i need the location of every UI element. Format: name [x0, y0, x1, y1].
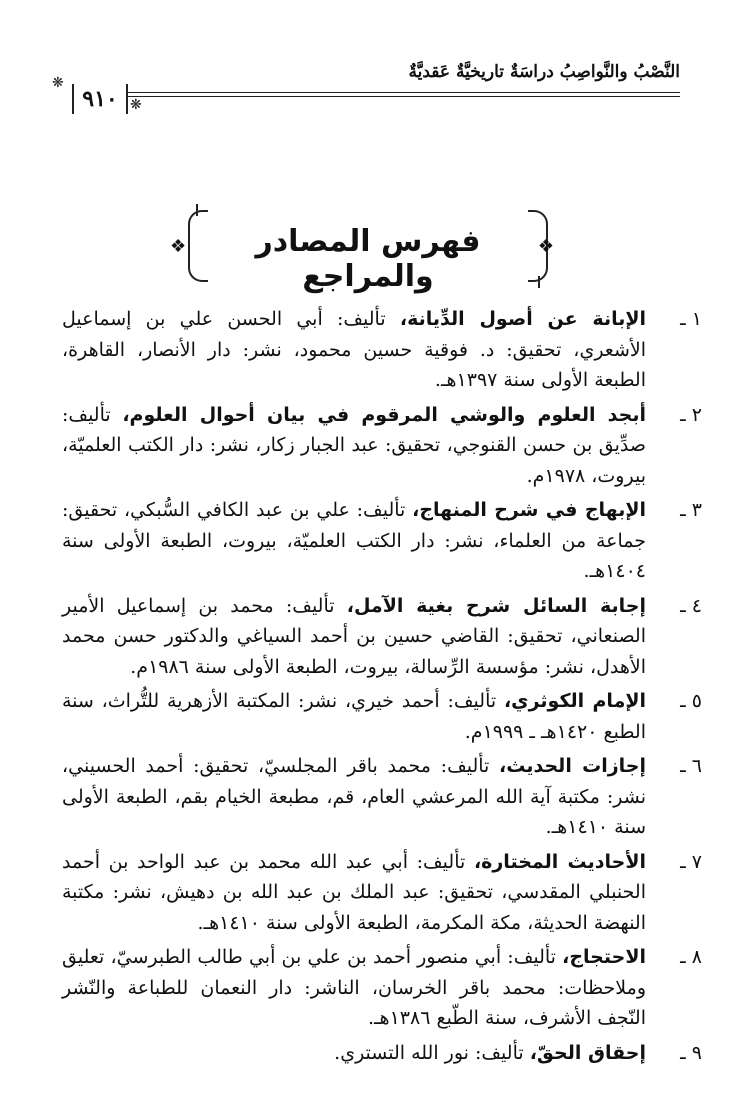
entry-text	[62, 495, 646, 587]
entry-details: تأليف: أحمد خيري، نشر: المكتبة الأزهرية للتُّراث، سنة الطبع ١٤٢٠هـ ـ ١٩٩٩م.	[62, 690, 646, 743]
entry-number: ٤ ـ	[680, 594, 702, 617]
frame-tick	[538, 276, 540, 288]
entry-title: الاحتجاج،	[562, 946, 646, 968]
section-title-frame	[170, 210, 554, 294]
list-item	[62, 942, 702, 1034]
bibliography-list	[62, 304, 702, 1072]
entry-title: إحقاق الحقّ،	[529, 1041, 646, 1064]
entry-details: تأليف: صدِّيق بن حسن القنوجي، تحقيق: عبد الجبار زكار، نشر: دار الكتب العلميّة، بيروت، ١٩٧٨م.	[62, 403, 646, 487]
entry-details: تأليف: أبي الحسن علي بن إسماعيل الأشعري، تحقيق: د. فوقية حسين محمود، نشر: دار الأنصار، القاهرة، الطبعة الأولى سنة ١٣٩٧هـ.	[62, 308, 646, 391]
entry-details: تأليف: نور الله التستري.	[334, 1041, 530, 1064]
entry-number: ٢ ـ	[680, 403, 702, 426]
list-item	[62, 400, 702, 492]
entry-text	[62, 1038, 646, 1069]
entry-title: إجازات الحديث،	[499, 755, 646, 777]
ornament-icon: ❋	[52, 75, 64, 91]
entry-title: أبجد العلوم والوشي المرقوم في بيان أحوال العلوم،	[122, 403, 647, 426]
entry-number: ٧ ـ	[680, 850, 702, 873]
entry-title: الإبهاج في شرح المنهاج،	[412, 499, 646, 521]
frame-tick	[196, 204, 198, 216]
list-item	[62, 1038, 702, 1069]
list-item	[62, 304, 702, 396]
entry-title: الأحاديث المختارة،	[473, 850, 646, 873]
entry-text	[62, 400, 646, 492]
entry-details: تأليف: أبي منصور أحمد بن علي بن أبي طالب الطبرسيّ، تعليق وملاحظات: محمد باقر الخرسان، الناشر: دار النعمان للطباعة والنّشر النّجف الأشرف، سنة الطّبع ١٣٨٦هـ.	[62, 946, 646, 1029]
entry-text	[62, 304, 646, 396]
section-title: فهرس المصادر والمراجع	[255, 224, 481, 294]
header-rule	[78, 92, 680, 93]
entry-details: تأليف: أبي عبد الله محمد بن عبد الواحد بن أحمد الحنبلي المقدسي، تحقيق: عبد الملك بن عبد الله بن دهيش، نشر: مكتبة النهضة الحديثة، مكة المكرمة، الطبعة الأولى سنة ١٤١٠هـ.	[62, 850, 646, 934]
entry-number: ٨ ـ	[680, 946, 702, 968]
entry-number: ١ ـ	[680, 308, 702, 330]
list-item	[62, 495, 702, 587]
ornament-icon: ❖	[170, 236, 187, 257]
header-rule	[78, 96, 680, 97]
entry-details: تأليف: محمد بن إسماعيل الأمير الصنعاني، تحقيق: القاضي حسين بن أحمد السياغي والدكتور حسن محمد الأهدل، نشر: مؤسسة الرِّسالة، بيروت، الطبعة الأولى سنة ١٩٨٦م.	[62, 594, 646, 678]
ornament-icon: ❋	[130, 97, 142, 113]
frame-bracket-left	[188, 210, 208, 282]
entry-number: ٣ ـ	[680, 499, 702, 521]
list-item	[62, 751, 702, 843]
entry-text	[62, 942, 646, 1034]
entry-title: الإمام الكوثري،	[503, 690, 646, 712]
list-item	[62, 591, 702, 683]
entry-number: ٦ ـ	[680, 755, 702, 777]
ornament-icon: ❖	[537, 236, 554, 257]
list-item	[62, 847, 702, 939]
entry-text	[62, 591, 646, 683]
entry-details: تأليف: محمد باقر المجلسيّ، تحقيق: أحمد الحسيني، نشر: مكتبة آية الله المرعشي العام، قم، مطبعة الخيام بقم، الطبعة الأولى سنة ١٤١٠هـ.	[62, 755, 646, 838]
entry-title: الإبانة عن أصول الدِّيانة،	[399, 308, 647, 330]
entry-number: ٥ ـ	[680, 690, 702, 712]
page-number: ٩١٠	[72, 84, 128, 114]
book-title: النَّصْبُ والنَّواصِبُ دراسَةٌ تاريخيَّةٌ عَقديَّةٌ	[408, 62, 680, 82]
entry-title: إجابة السائل شرح بغية الآمل،	[346, 594, 646, 617]
list-item	[62, 686, 702, 747]
entry-text	[62, 686, 646, 747]
entry-text	[62, 751, 646, 843]
entry-details: تأليف: علي بن عبد الكافي السُّبكي، تحقيق: جماعة من العلماء، نشر: دار الكتب العلميّة، بيروت، الطبعة الأولى سنة ١٤٠٤هـ.	[62, 499, 646, 582]
entry-number: ٩ ـ	[680, 1041, 702, 1064]
entry-text	[62, 847, 646, 939]
running-header	[50, 62, 680, 122]
